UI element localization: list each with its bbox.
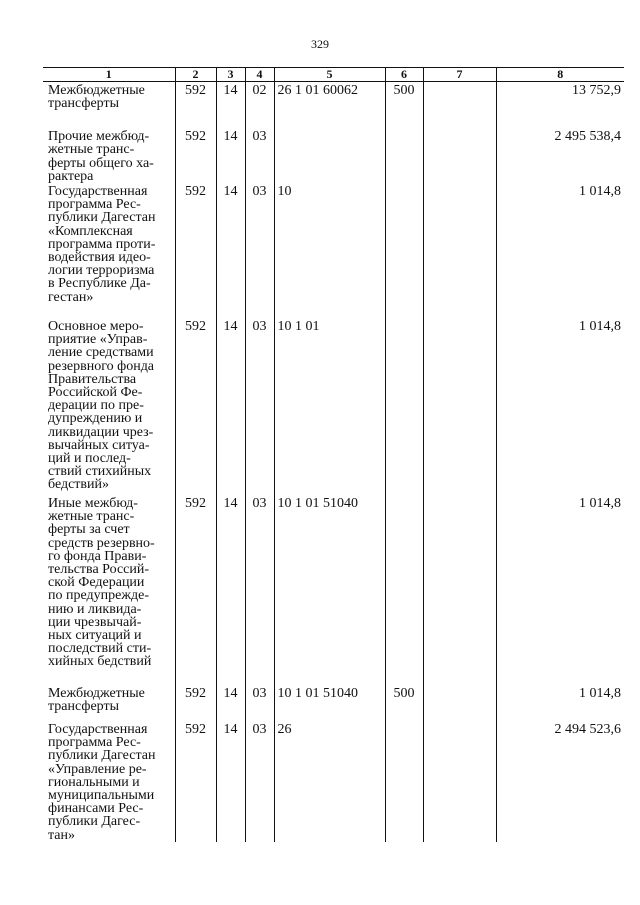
cell-code-7: [423, 685, 496, 721]
column-header-8: 8: [496, 68, 624, 82]
cell-code-2: 592: [175, 128, 216, 183]
cell-code-7: [423, 183, 496, 318]
cell-code-4: 03: [245, 495, 274, 685]
column-header-2: 2: [175, 68, 216, 82]
table-row: [43, 495, 624, 685]
cell-code-3: 14: [216, 82, 245, 129]
cell-code-2: 592: [175, 183, 216, 318]
cell-code-2: 592: [175, 685, 216, 721]
cell-amount: 2 494 523,6: [496, 721, 624, 842]
cell-code-4: 03: [245, 721, 274, 842]
cell-code-7: [423, 495, 496, 685]
row-name: Государственная программа Рес- публики Дагестан «Управление ре- гиональными и муниципальными финансами Рес- публики Дагес- тан»: [48, 722, 156, 843]
cell-code-2: 592: [175, 318, 216, 495]
table-row: [43, 82, 624, 129]
table-row: [43, 318, 624, 495]
header-row: [43, 68, 624, 82]
table-row: [43, 183, 624, 318]
cell-code-5: [274, 128, 385, 183]
cell-code-6: [385, 318, 423, 495]
row-name: Прочие межбюд- жетные транс- ферты общего ха- рактера: [48, 129, 154, 184]
cell-code-5: 10 1 01 51040: [274, 495, 385, 685]
row-name: Основное меро- приятие «Управ- ление средствами резервного фонда Правительства Российской Фе- дерации по пре- дупреждению и ликвидации чрез- вычайных ситуа- ций и послед- ствий стихийных бедствий»: [48, 319, 155, 493]
cell-code-4: 02: [245, 82, 274, 129]
column-header-7: 7: [423, 68, 496, 82]
row-name: Межбюджетные трансферты: [48, 83, 145, 112]
cell-code-5: 10: [274, 183, 385, 318]
cell-code-6: 500: [385, 82, 423, 129]
column-header-4: 4: [245, 68, 274, 82]
cell-code-4: 03: [245, 318, 274, 495]
row-name: Межбюджетные трансферты: [48, 686, 145, 715]
cell-code-4: 03: [245, 183, 274, 318]
cell-code-2: 592: [175, 495, 216, 685]
cell-code-5: 10 1 01 51040: [274, 685, 385, 721]
cell-code-4: 03: [245, 128, 274, 183]
table-row: [43, 685, 624, 721]
cell-code-4: 03: [245, 685, 274, 721]
cell-code-6: 500: [385, 685, 423, 721]
cell-code-2: 592: [175, 82, 216, 129]
cell-code-5: 10 1 01: [274, 318, 385, 495]
cell-code-2: 592: [175, 721, 216, 842]
row-name: Государственная программа Рес- публики Дагестан «Комплексная программа проти- водействия идео- логии терроризма в Республике Да- гестан»: [48, 184, 156, 305]
cell-amount: 1 014,8: [496, 495, 624, 685]
budget-table: [43, 67, 624, 842]
cell-code-3: 14: [216, 721, 245, 842]
column-header-6: 6: [385, 68, 423, 82]
cell-amount: 1 014,8: [496, 183, 624, 318]
cell-code-3: 14: [216, 128, 245, 183]
cell-code-5: 26: [274, 721, 385, 842]
cell-code-6: [385, 128, 423, 183]
cell-code-7: [423, 318, 496, 495]
table-row: [43, 721, 624, 842]
cell-amount: 2 495 538,4: [496, 128, 624, 183]
cell-code-3: 14: [216, 685, 245, 721]
page-number: 329: [311, 37, 329, 51]
cell-amount: 13 752,9: [496, 82, 624, 129]
cell-code-7: [423, 721, 496, 842]
cell-code-7: [423, 128, 496, 183]
cell-code-3: 14: [216, 183, 245, 318]
cell-code-5: 26 1 01 60062: [274, 82, 385, 129]
cell-amount: 1 014,8: [496, 685, 624, 721]
column-header-5: 5: [274, 68, 385, 82]
cell-code-6: [385, 183, 423, 318]
cell-code-6: [385, 495, 423, 685]
cell-amount: 1 014,8: [496, 318, 624, 495]
cell-code-6: [385, 721, 423, 842]
cell-code-7: [423, 82, 496, 129]
cell-code-3: 14: [216, 495, 245, 685]
cell-code-3: 14: [216, 318, 245, 495]
column-header-1: 1: [43, 68, 175, 82]
row-name: Иные межбюд- жетные транс- ферты за счет средств резервно- го фонда Прави- тельства Россий- ской Федерации по предупрежде- нию и ликвида- ции чрезвычай- ных ситуаций и последствий сти- хийных бедствий: [48, 496, 155, 670]
table-row: [43, 128, 624, 183]
column-header-3: 3: [216, 68, 245, 82]
